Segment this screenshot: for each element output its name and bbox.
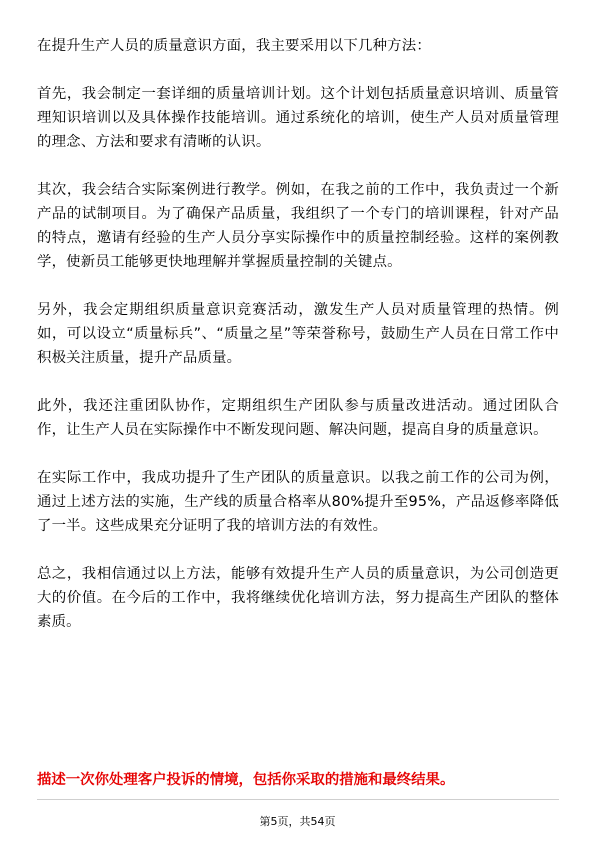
document-body bbox=[37, 34, 559, 634]
paragraph-training-plan: 首先，我会制定一套详细的质量培训计划。这个计划包括质量意识培训、质量管理知识培训以及具体操作技能培训。通过系统化的培训，使生产人员对质量管理的理念、方法和要求有清晰的认识。 bbox=[37, 86, 559, 150]
paragraph-conclusion: 总之，我相信通过以上方法，能够有效提升生产人员的质量意识，为公司创造更大的价值。在今后的工作中，我将继续优化培训方法，努力提高生产团队的整体素质。 bbox=[37, 566, 559, 630]
paragraph-case-teaching: 其次，我会结合实际案例进行教学。例如，在我之前的工作中，我负责过一个新产品的试制项目。为了确保产品质量，我组织了一个专门的培训课程，针对产品的特点，邀请有经验的生产人员分享实际操作中的质量控制经验。这样的案例教学，使新员工能够更快地理解并掌握质量控制的关键点。 bbox=[37, 182, 559, 270]
next-question: 描述一次你处理客户投诉的情境，包括你采取的措施和最终结果。 bbox=[37, 772, 455, 788]
paragraph-results: 在实际工作中，我成功提升了生产团队的质量意识。以我之前工作的公司为例，通过上述方法的实施，生产线的质量合格率从80%提升至95%，产品返修率降低了一半。这些成果充分证明了我的培训方法的有效性。 bbox=[37, 470, 559, 534]
page-number: 第5页，共54页 bbox=[259, 815, 336, 828]
paragraph-teamwork: 此外，我还注重团队协作，定期组织生产团队参与质量改进活动。通过团队合作，让生产人员在实际操作中不断发现问题、解决问题，提高自身的质量意识。 bbox=[37, 398, 559, 438]
paragraph-intro: 在提升生产人员的质量意识方面，我主要采用以下几种方法： bbox=[37, 38, 431, 54]
paragraph-competition: 另外，我会定期组织质量意识竞赛活动，激发生产人员对质量管理的热情。例如，可以设立“质量标兵”、“质量之星”等荣誉称号，鼓励生产人员在日常工作中积极关注质量，提升产品质量。 bbox=[37, 302, 559, 366]
footer-divider bbox=[37, 799, 559, 800]
